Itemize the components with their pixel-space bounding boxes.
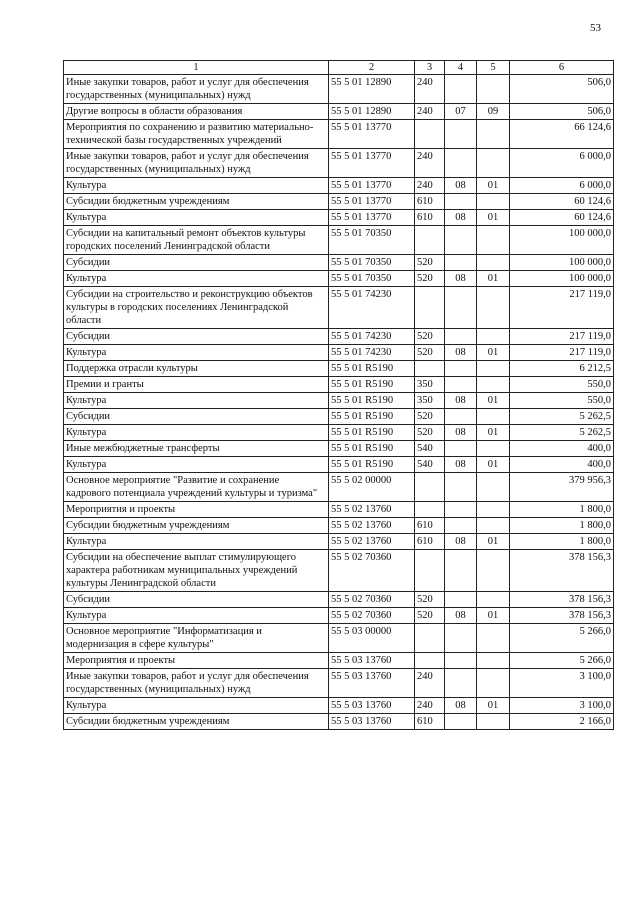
- row-sum-cell: 217 119,0: [510, 287, 614, 329]
- row-rz-cell: [445, 226, 477, 255]
- row-name-cell: Субсидии бюджетным учреждениям: [64, 518, 329, 534]
- row-pr-cell: [477, 409, 510, 425]
- row-rz-cell: [445, 653, 477, 669]
- row-sum-cell: 60 124,6: [510, 194, 614, 210]
- table-row: [64, 518, 614, 534]
- table-row: [64, 226, 614, 255]
- table-row: [64, 210, 614, 226]
- row-pr-cell: 01: [477, 457, 510, 473]
- row-sum-cell: 506,0: [510, 104, 614, 120]
- column-header: 5: [477, 61, 510, 75]
- row-vr-cell: 520: [415, 592, 445, 608]
- row-vr-cell: 240: [415, 149, 445, 178]
- row-sum-cell: 66 124,6: [510, 120, 614, 149]
- row-rz-cell: [445, 592, 477, 608]
- table-row: [64, 393, 614, 409]
- table-row: [64, 345, 614, 361]
- row-code-cell: 55 5 01 R5190: [329, 409, 415, 425]
- row-code-cell: 55 5 01 74230: [329, 345, 415, 361]
- table-row: [64, 377, 614, 393]
- row-name-cell: Иные закупки товаров, работ и услуг для обеспечения государственных (муниципальных) нужд: [64, 669, 329, 698]
- page-number: 53: [590, 22, 601, 34]
- row-code-cell: 55 5 01 74230: [329, 329, 415, 345]
- row-vr-cell: 610: [415, 210, 445, 226]
- column-header: 2: [329, 61, 415, 75]
- row-pr-cell: [477, 149, 510, 178]
- row-sum-cell: 378 156,3: [510, 592, 614, 608]
- row-rz-cell: 08: [445, 393, 477, 409]
- column-header: 1: [64, 61, 329, 75]
- row-name-cell: Культура: [64, 534, 329, 550]
- row-pr-cell: [477, 361, 510, 377]
- row-code-cell: 55 5 01 13770: [329, 120, 415, 149]
- row-sum-cell: 400,0: [510, 441, 614, 457]
- row-name-cell: Другие вопросы в области образования: [64, 104, 329, 120]
- table-row: [64, 653, 614, 669]
- row-name-cell: Основное мероприятие "Развитие и сохранение кадрового потенциала учреждений культуры и туризма": [64, 473, 329, 502]
- row-pr-cell: [477, 329, 510, 345]
- row-rz-cell: [445, 409, 477, 425]
- column-header: 6: [510, 61, 614, 75]
- row-sum-cell: 6 000,0: [510, 149, 614, 178]
- row-code-cell: 55 5 01 74230: [329, 287, 415, 329]
- row-sum-cell: 1 800,0: [510, 534, 614, 550]
- row-rz-cell: [445, 149, 477, 178]
- row-rz-cell: 08: [445, 534, 477, 550]
- row-sum-cell: 3 100,0: [510, 698, 614, 714]
- table-row: [64, 624, 614, 653]
- row-pr-cell: [477, 624, 510, 653]
- row-name-cell: Иные межбюджетные трансферты: [64, 441, 329, 457]
- row-vr-cell: 240: [415, 698, 445, 714]
- table-row: [64, 534, 614, 550]
- row-pr-cell: [477, 518, 510, 534]
- row-pr-cell: 01: [477, 425, 510, 441]
- row-name-cell: Культура: [64, 698, 329, 714]
- table-row: [64, 698, 614, 714]
- row-code-cell: 55 5 01 13770: [329, 210, 415, 226]
- row-name-cell: Субсидии на строительство и реконструкцию объектов культуры в городских поселениях Ленинградской области: [64, 287, 329, 329]
- row-vr-cell: 350: [415, 377, 445, 393]
- row-pr-cell: [477, 502, 510, 518]
- row-rz-cell: [445, 473, 477, 502]
- row-name-cell: Субсидии: [64, 255, 329, 271]
- row-vr-cell: 520: [415, 271, 445, 287]
- row-pr-cell: [477, 592, 510, 608]
- row-name-cell: Субсидии: [64, 329, 329, 345]
- row-name-cell: Культура: [64, 271, 329, 287]
- row-rz-cell: [445, 714, 477, 730]
- row-rz-cell: 08: [445, 178, 477, 194]
- row-name-cell: Культура: [64, 608, 329, 624]
- row-sum-cell: 2 166,0: [510, 714, 614, 730]
- row-vr-cell: 540: [415, 441, 445, 457]
- row-name-cell: Культура: [64, 425, 329, 441]
- table-row: [64, 473, 614, 502]
- row-pr-cell: [477, 194, 510, 210]
- row-rz-cell: [445, 502, 477, 518]
- row-code-cell: 55 5 01 13770: [329, 178, 415, 194]
- row-pr-cell: 09: [477, 104, 510, 120]
- row-vr-cell: 520: [415, 345, 445, 361]
- table-row: [64, 75, 614, 104]
- row-vr-cell: [415, 361, 445, 377]
- row-code-cell: 55 5 01 13770: [329, 149, 415, 178]
- row-name-cell: Субсидии: [64, 409, 329, 425]
- row-code-cell: 55 5 02 13760: [329, 534, 415, 550]
- row-sum-cell: 217 119,0: [510, 345, 614, 361]
- row-name-cell: Мероприятия и проекты: [64, 653, 329, 669]
- row-rz-cell: [445, 255, 477, 271]
- row-code-cell: 55 5 01 R5190: [329, 441, 415, 457]
- row-code-cell: 55 5 03 13760: [329, 669, 415, 698]
- row-vr-cell: 240: [415, 75, 445, 104]
- row-code-cell: 55 5 01 R5190: [329, 457, 415, 473]
- row-sum-cell: 60 124,6: [510, 210, 614, 226]
- row-code-cell: 55 5 02 70360: [329, 550, 415, 592]
- row-rz-cell: [445, 120, 477, 149]
- row-name-cell: Культура: [64, 345, 329, 361]
- row-name-cell: Субсидии бюджетным учреждениям: [64, 194, 329, 210]
- table-row: [64, 271, 614, 287]
- table-row: [64, 592, 614, 608]
- table-body: [64, 75, 614, 730]
- row-vr-cell: 610: [415, 534, 445, 550]
- row-name-cell: Культура: [64, 178, 329, 194]
- row-rz-cell: 08: [445, 698, 477, 714]
- row-sum-cell: 6 000,0: [510, 178, 614, 194]
- row-vr-cell: [415, 550, 445, 592]
- table-row: [64, 287, 614, 329]
- row-code-cell: 55 5 01 R5190: [329, 377, 415, 393]
- row-code-cell: 55 5 01 R5190: [329, 425, 415, 441]
- column-header: 3: [415, 61, 445, 75]
- table-row: [64, 550, 614, 592]
- row-name-cell: Культура: [64, 393, 329, 409]
- table-row: [64, 457, 614, 473]
- row-code-cell: 55 5 01 70350: [329, 226, 415, 255]
- row-rz-cell: [445, 669, 477, 698]
- row-vr-cell: 520: [415, 409, 445, 425]
- row-vr-cell: [415, 226, 445, 255]
- row-pr-cell: [477, 441, 510, 457]
- row-pr-cell: 01: [477, 345, 510, 361]
- row-sum-cell: 5 266,0: [510, 653, 614, 669]
- row-name-cell: Мероприятия по сохранению и развитию материально-технической базы государственных учреждений: [64, 120, 329, 149]
- row-code-cell: 55 5 02 00000: [329, 473, 415, 502]
- row-pr-cell: 01: [477, 534, 510, 550]
- row-pr-cell: 01: [477, 698, 510, 714]
- row-vr-cell: 240: [415, 178, 445, 194]
- row-sum-cell: 1 800,0: [510, 518, 614, 534]
- table-row: [64, 502, 614, 518]
- row-pr-cell: [477, 550, 510, 592]
- row-sum-cell: 550,0: [510, 377, 614, 393]
- table-row: [64, 669, 614, 698]
- budget-table: [63, 60, 614, 730]
- row-pr-cell: [477, 669, 510, 698]
- row-rz-cell: 08: [445, 425, 477, 441]
- row-sum-cell: 100 000,0: [510, 255, 614, 271]
- row-vr-cell: 520: [415, 329, 445, 345]
- row-sum-cell: 379 956,3: [510, 473, 614, 502]
- row-name-cell: Культура: [64, 210, 329, 226]
- row-vr-cell: 350: [415, 393, 445, 409]
- row-pr-cell: [477, 287, 510, 329]
- row-code-cell: 55 5 01 12890: [329, 104, 415, 120]
- row-vr-cell: 540: [415, 457, 445, 473]
- row-name-cell: Иные закупки товаров, работ и услуг для обеспечения государственных (муниципальных) нужд: [64, 75, 329, 104]
- row-code-cell: 55 5 01 R5190: [329, 361, 415, 377]
- table-row: [64, 409, 614, 425]
- row-vr-cell: [415, 287, 445, 329]
- row-name-cell: Субсидии: [64, 592, 329, 608]
- row-sum-cell: 378 156,3: [510, 608, 614, 624]
- row-sum-cell: 100 000,0: [510, 226, 614, 255]
- row-rz-cell: [445, 329, 477, 345]
- row-pr-cell: [477, 377, 510, 393]
- row-pr-cell: [477, 120, 510, 149]
- row-sum-cell: 6 212,5: [510, 361, 614, 377]
- row-code-cell: 55 5 03 13760: [329, 698, 415, 714]
- table-row: [64, 255, 614, 271]
- row-vr-cell: 610: [415, 714, 445, 730]
- row-rz-cell: [445, 287, 477, 329]
- row-code-cell: 55 5 01 70350: [329, 271, 415, 287]
- row-rz-cell: [445, 441, 477, 457]
- row-vr-cell: 520: [415, 255, 445, 271]
- row-code-cell: 55 5 01 R5190: [329, 393, 415, 409]
- row-sum-cell: 1 800,0: [510, 502, 614, 518]
- row-rz-cell: [445, 361, 477, 377]
- row-name-cell: Мероприятия и проекты: [64, 502, 329, 518]
- row-name-cell: Субсидии на обеспечение выплат стимулирующего характера работникам муниципальных учреждений культуры Ленинградской области: [64, 550, 329, 592]
- row-vr-cell: 610: [415, 194, 445, 210]
- row-code-cell: 55 5 03 00000: [329, 624, 415, 653]
- row-sum-cell: 217 119,0: [510, 329, 614, 345]
- row-pr-cell: [477, 714, 510, 730]
- row-vr-cell: 240: [415, 104, 445, 120]
- row-rz-cell: 08: [445, 345, 477, 361]
- row-sum-cell: 550,0: [510, 393, 614, 409]
- row-vr-cell: 610: [415, 518, 445, 534]
- row-pr-cell: 01: [477, 271, 510, 287]
- row-pr-cell: [477, 653, 510, 669]
- row-vr-cell: [415, 653, 445, 669]
- row-pr-cell: [477, 255, 510, 271]
- row-rz-cell: 08: [445, 608, 477, 624]
- table-row: [64, 329, 614, 345]
- row-pr-cell: 01: [477, 393, 510, 409]
- row-sum-cell: 506,0: [510, 75, 614, 104]
- row-sum-cell: 400,0: [510, 457, 614, 473]
- row-name-cell: Иные закупки товаров, работ и услуг для обеспечения государственных (муниципальных) нужд: [64, 149, 329, 178]
- table-row: [64, 149, 614, 178]
- row-code-cell: 55 5 01 12890: [329, 75, 415, 104]
- row-rz-cell: 08: [445, 271, 477, 287]
- row-code-cell: 55 5 01 70350: [329, 255, 415, 271]
- row-sum-cell: 5 266,0: [510, 624, 614, 653]
- row-rz-cell: [445, 75, 477, 104]
- row-vr-cell: 520: [415, 608, 445, 624]
- row-name-cell: Основное мероприятие "Информатизация и модернизация в сфере культуры": [64, 624, 329, 653]
- row-vr-cell: [415, 502, 445, 518]
- row-code-cell: 55 5 03 13760: [329, 714, 415, 730]
- row-code-cell: 55 5 02 13760: [329, 502, 415, 518]
- row-vr-cell: 520: [415, 425, 445, 441]
- row-name-cell: Культура: [64, 457, 329, 473]
- row-sum-cell: 378 156,3: [510, 550, 614, 592]
- row-vr-cell: [415, 120, 445, 149]
- row-rz-cell: 08: [445, 210, 477, 226]
- row-code-cell: 55 5 01 13770: [329, 194, 415, 210]
- row-sum-cell: 5 262,5: [510, 409, 614, 425]
- row-pr-cell: 01: [477, 608, 510, 624]
- table-row: [64, 441, 614, 457]
- row-rz-cell: [445, 194, 477, 210]
- row-pr-cell: [477, 473, 510, 502]
- row-rz-cell: [445, 550, 477, 592]
- row-rz-cell: [445, 377, 477, 393]
- row-rz-cell: [445, 624, 477, 653]
- row-pr-cell: [477, 226, 510, 255]
- table-row: [64, 714, 614, 730]
- table-row: [64, 178, 614, 194]
- row-sum-cell: 3 100,0: [510, 669, 614, 698]
- table-row: [64, 361, 614, 377]
- table-header-row: [64, 61, 614, 75]
- row-rz-cell: [445, 518, 477, 534]
- row-rz-cell: 07: [445, 104, 477, 120]
- column-header: 4: [445, 61, 477, 75]
- row-pr-cell: 01: [477, 210, 510, 226]
- row-code-cell: 55 5 02 70360: [329, 592, 415, 608]
- row-sum-cell: 100 000,0: [510, 271, 614, 287]
- row-pr-cell: 01: [477, 178, 510, 194]
- table-row: [64, 608, 614, 624]
- table-row: [64, 104, 614, 120]
- table-row: [64, 425, 614, 441]
- row-code-cell: 55 5 02 13760: [329, 518, 415, 534]
- row-vr-cell: [415, 473, 445, 502]
- row-code-cell: 55 5 03 13760: [329, 653, 415, 669]
- row-rz-cell: 08: [445, 457, 477, 473]
- row-sum-cell: 5 262,5: [510, 425, 614, 441]
- row-vr-cell: 240: [415, 669, 445, 698]
- row-name-cell: Поддержка отрасли культуры: [64, 361, 329, 377]
- row-pr-cell: [477, 75, 510, 104]
- table-row: [64, 194, 614, 210]
- row-name-cell: Субсидии на капитальный ремонт объектов культуры городских поселений Ленинградской области: [64, 226, 329, 255]
- row-vr-cell: [415, 624, 445, 653]
- table-row: [64, 120, 614, 149]
- row-name-cell: Субсидии бюджетным учреждениям: [64, 714, 329, 730]
- row-name-cell: Премии и гранты: [64, 377, 329, 393]
- row-code-cell: 55 5 02 70360: [329, 608, 415, 624]
